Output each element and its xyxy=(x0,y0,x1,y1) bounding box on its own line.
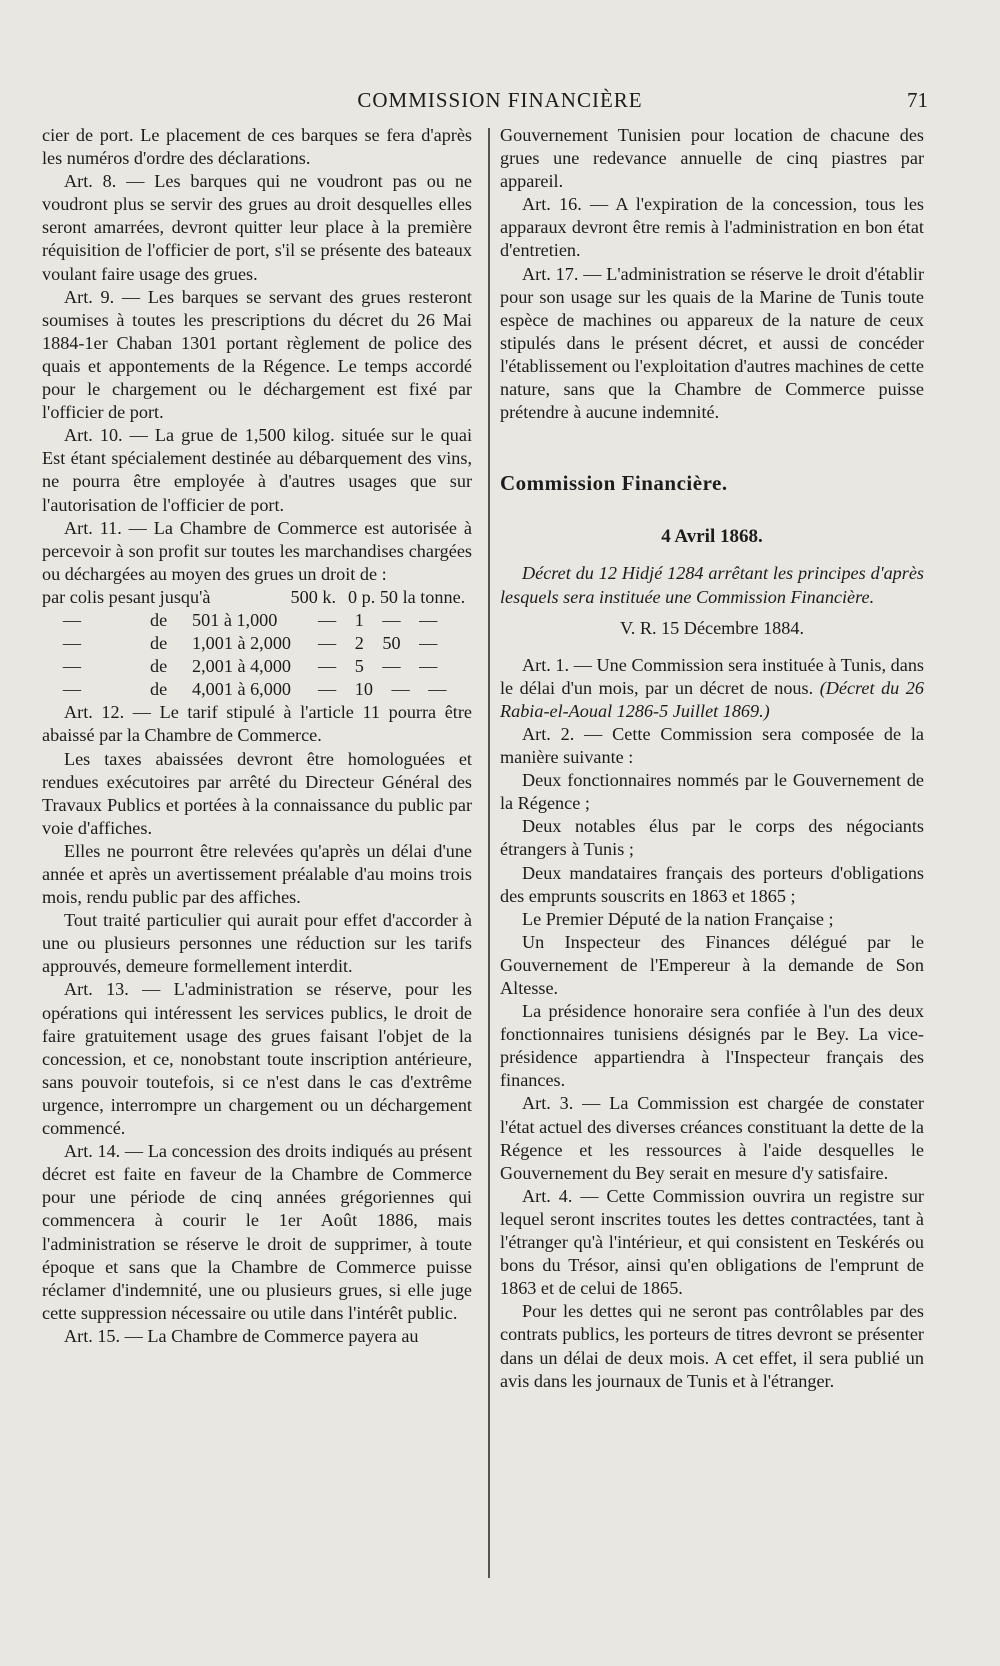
running-title: COMMISSION FINANCIÈRE xyxy=(357,88,643,112)
right-column xyxy=(500,124,924,1393)
article-8: Art. 8. — Les barques qui ne voudront pas ou ne voudront plus se servir des grues au droit desquelles elles seront amarrées, devront quitter leur place à la première réquisition de l'officier de port, s'il se présente des bateaux voulant faire usage des grues. xyxy=(42,171,472,284)
left-column xyxy=(42,124,472,1348)
tariff-lead: — xyxy=(62,679,82,700)
tariff-range: 2,001 à 4,000 xyxy=(192,656,292,677)
tariff-row xyxy=(42,655,472,678)
tariff-amount: 0 p. 50 la tonne. xyxy=(348,586,466,607)
tariff-text: de xyxy=(150,656,168,677)
date-heading: 4 Avril 1868. xyxy=(661,526,763,548)
tariff-range: 501 à 1,000 xyxy=(192,609,278,630)
tariff-range: 500 k. xyxy=(290,586,336,607)
article-11: Art. 11. — La Chambre de Commerce est autorisée à percevoir à son profit sur toutes les marchandises chargées ou déchargées au moyen des grues un droit de : xyxy=(42,517,472,584)
tariff-row xyxy=(42,632,472,655)
reference-line: V. R. 15 Décembre 1884. xyxy=(619,617,805,638)
page-header xyxy=(0,88,1000,118)
tariff-row xyxy=(42,678,472,701)
paragraph: Deux notables élus par le corps des négociants étrangers à Tunis ; xyxy=(500,816,924,860)
article-13: Art. 13. — L'administration se réserve, pour les opérations qui intéressent les services publics, le droit de faire gratuitement usage des grues faisant l'objet de la concession, et ce, nonobstant toute inscription antérieure, sans pouvoir toutefois, si ce n'est dans le cas d'extrême urgence, interrompre un chargement ou un déchargement commencé. xyxy=(42,979,472,1139)
decree-title xyxy=(500,562,924,608)
article-4: Art. 4. — Cette Commission ouvrira un registre sur lequel seront inscrites toutes les dettes contractées, tant à l'étranger qu'à l'intérieur, et qui consistent en Teskérés ou bons du Trésor, ainsi qu'en obligations de l'emprunt de 1863 et de celui de 1865. xyxy=(500,1185,924,1299)
article-1-note: (Décret du 26 Rabia-el-Aoual 1286-5 Juillet 1869.) xyxy=(500,677,924,721)
paragraph: cier de port. Le placement de ces barques se fera d'après les numéros d'ordre des déclarations. xyxy=(42,125,472,169)
article-14: Art. 14. — La concession des droits indiqués au présent décret est faite en faveur de la Chambre de Commerce pour une période de cinq années grégoriennes qui commencera à courir le 1er Août 1886, mais l'administration se réserve le droit de supprimer, à toute époque et sans que la Chambre de Commerce puisse réclamer d'indemnité, une ou plusieurs grues, si elle juge cette suppression nécessaire ou utile dans l'intérêt public. xyxy=(42,1141,472,1323)
article-9: Art. 9. — Les barques se servant des grues resteront soumises à toutes les prescriptions du décret du 26 Mai 1884-1er Chaban 1301 portant règlement de police des quais et appontements de la Régence. Le temps accordé pour le chargement ou le déchargement est fixé par l'officier de port. xyxy=(42,286,472,423)
paragraph: Deux mandataires français des porteurs d'obligations des emprunts souscrits en 1863 et 1865 ; xyxy=(500,862,924,906)
section-title: Commission Financière. xyxy=(500,471,728,496)
tariff-amount: — 2 50 — xyxy=(318,633,438,654)
tariff-amount: — 5 — — xyxy=(318,656,438,677)
tariff-amount: — 1 — — xyxy=(318,609,438,630)
tariff-amount: — 10 — — xyxy=(318,679,447,700)
article-15: Art. 15. — La Chambre de Commerce payera au xyxy=(64,1325,419,1346)
tariff-row xyxy=(42,609,472,632)
tariff-text: de xyxy=(150,609,168,630)
paragraph: Pour les dettes qui ne seront pas contrôlables par des contrats publics, les porteurs de titres devront se présenter dans un délai de deux mois. A cet effet, il sera publié un avis dans les journaux de Tunis et à l'étranger. xyxy=(500,1301,924,1391)
tariff-range: 1,001 à 2,000 xyxy=(192,633,292,654)
tariff-text: par colis pesant jusqu'à xyxy=(42,586,211,607)
tariff-lead: — xyxy=(62,656,82,677)
tariff-text: de xyxy=(150,633,168,654)
paragraph: Les taxes abaissées devront être homologuées et rendues exécutoires par arrêté du Directeur Général des Travaux Publics et portées à la connaissance du public par voie d'affiches. xyxy=(42,748,472,838)
article-17: Art. 17. — L'administration se réserve le droit d'établir pour son usage sur les quais de la Marine de Tunis toute espèce de machines ou appareux de la nature de ceux stipulés dans le présent décret, et aussi de concéder l'établissement ou l'exploitation d'autres machines de cette nature, sans que la Chambre de Commerce puisse prétendre à aucune indemnité. xyxy=(500,263,924,423)
tariff-range: 4,001 à 6,000 xyxy=(192,679,292,700)
decree-title-text: Décret du 12 Hidjé 1284 arrêtant les principes d'après lesquels sera instituée une Commission Financière. xyxy=(500,563,924,607)
column-divider xyxy=(488,128,490,1578)
article-1 xyxy=(500,654,924,723)
page-number: 71 xyxy=(907,88,928,112)
tariff-text: de xyxy=(150,679,168,700)
article-16: Art. 16. — A l'expiration de la concession, tous les apparaux devront être remis à l'administration en bon état d'entretien. xyxy=(500,194,924,261)
paragraph: Elles ne pourront être relevées qu'après un délai d'une année et après un avertissement préalable d'au moins trois mois, rendu public par des affiches. xyxy=(42,840,472,908)
paragraph: Tout traité particulier qui aurait pour effet d'accorder à une ou plusieurs personnes une réduction sur les tarifs approuvés, demeure formellement interdit. xyxy=(42,910,472,977)
article-10: Art. 10. — La grue de 1,500 kilog. située sur le quai Est étant spécialement destinée au débarquement des vins, ne pourra être employée à d'autres usages que sur l'autorisation de l'officier de port. xyxy=(42,425,472,515)
tariff-lead: — xyxy=(62,609,82,630)
tariff-lead: — xyxy=(62,633,82,654)
article-3: Art. 3. — La Commission est chargée de constater l'état actuel des diverses créances constituant la dette de la Régence et les ressources à l'aide desquelles le Gouvernement du Bey serait en mesure d'y satisfaire. xyxy=(500,1093,924,1183)
paragraph: Le Premier Député de la nation Française ; xyxy=(522,908,834,929)
tariff-row xyxy=(42,586,472,609)
paragraph: Gouvernement Tunisien pour location de chacune des grues une redevance annuelle de cinq piastres par appareil. xyxy=(500,125,924,192)
article-1-text: Art. 1. — Une Commission sera instituée à Tunis, dans le délai d'un mois, par un décret de nous. xyxy=(500,654,924,698)
article-2: Art. 2. — Cette Commission sera composée de la manière suivante : xyxy=(500,723,924,768)
paragraph: Un Inspecteur des Finances délégué par le Gouvernement de l'Empereur à la demande de Son Altesse. xyxy=(500,931,924,998)
tariff-table xyxy=(42,586,472,701)
paragraph: La présidence honoraire sera confiée à l'un des deux fonctionnaires tunisiens désignés par le Bey. La vice-présidence appartiendra à l'Inspecteur français des finances. xyxy=(500,1001,924,1091)
paragraph: Deux fonctionnaires nommés par le Gouvernement de la Régence ; xyxy=(500,770,924,814)
article-12: Art. 12. — Le tarif stipulé à l'article 11 pourra être abaissé par la Chambre de Commerce. xyxy=(42,702,472,746)
